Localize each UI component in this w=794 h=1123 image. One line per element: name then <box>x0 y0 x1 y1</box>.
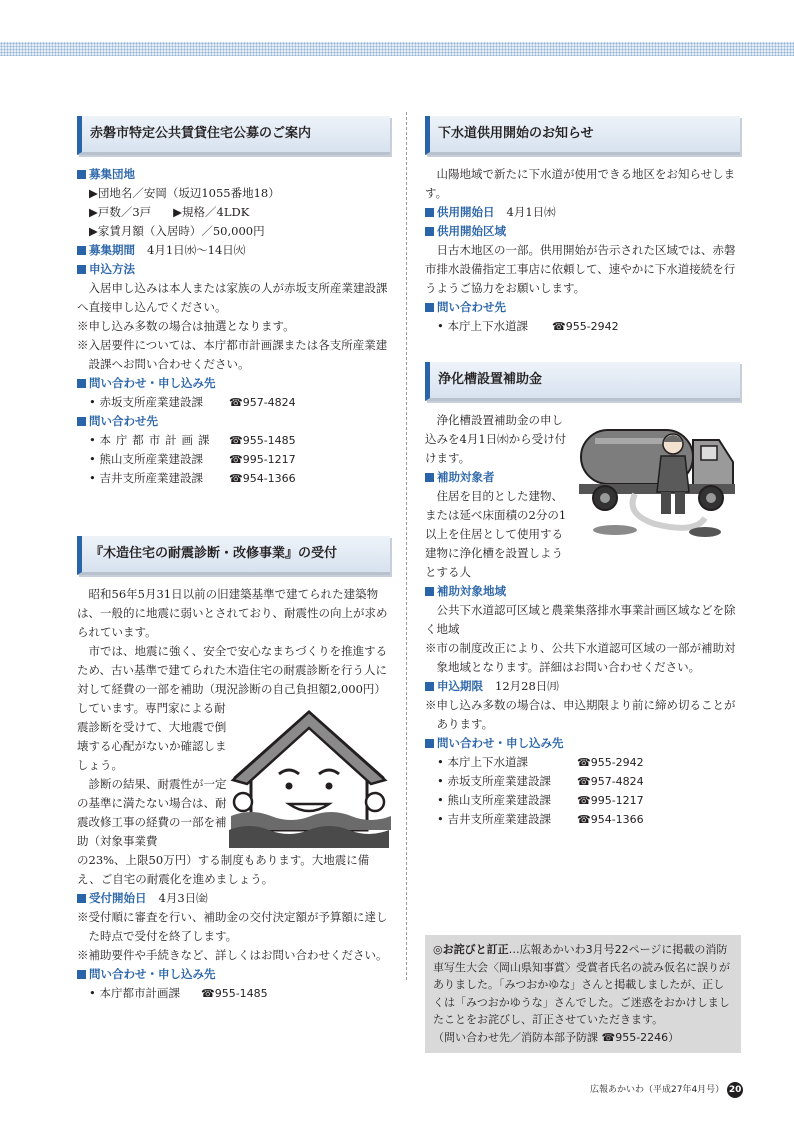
contact-row: • 吉井支所産業建設課 ☎954-1366 <box>425 810 740 829</box>
start-label: 受付開始日 4月3日㈮ <box>77 889 390 908</box>
paragraph: 山陽地域で新たに下水道が使用できる地区をお知らせします。 <box>425 167 736 200</box>
section-seismic <box>77 536 390 1003</box>
right-column <box>425 116 740 829</box>
paragraph: 住居を目的とした建物、または延べ床面積の2分の1以上を住居として使用する建物に浄化槽を設置しようとする人 <box>425 489 567 579</box>
section-title: 下水道供用開始のお知らせ <box>425 116 740 155</box>
paragraph: 浄化槽設置補助金の申し込みを4月1日㈬から受け付けます。 <box>425 413 567 465</box>
note-order: ※受付順に審査を行い、補助金の交付決定額が予算額に達した時点で受付を終了します。 <box>77 910 388 943</box>
correction-contact: （問い合わせ先／消防本部予防課 ☎955-2246） <box>433 1030 680 1044</box>
contact-row: • 熊山支所産業建設課 ☎995-1217 <box>77 450 390 469</box>
contact-row: • 本庁上下水道課 ☎955-2942 <box>425 753 740 772</box>
section-title: 『木造住宅の耐震診断・改修事業』の受付 <box>77 536 390 575</box>
deadline-label: 申込期限 12月28日㈪ <box>425 677 740 696</box>
inquiry-label: 問い合わせ先 <box>77 412 390 431</box>
header-band <box>0 42 794 56</box>
contact-row: • 熊山支所産業建設課 ☎995-1217 <box>425 791 740 810</box>
column-divider <box>406 112 407 980</box>
area-label: 供用開始区域 <box>425 222 740 241</box>
note-details: ※補助要件や手続きなど、詳しくはお問い合わせください。 <box>77 948 388 962</box>
item-count-spec: ▶戸数／3戸 ▶規格／4LDK <box>89 205 250 219</box>
apply-label: 問い合わせ・申し込み先 <box>77 374 390 393</box>
item-rent: ▶家賃月額（入居時）／50,000円 <box>89 224 265 238</box>
period-label: 募集期間 4月1日㈬〜14日㈫ <box>77 241 390 260</box>
contact-row: • 赤坂支所産業建設課 ☎957-4824 <box>77 393 390 412</box>
section-title: 浄化槽設置補助金 <box>425 362 740 401</box>
contact-row: • 吉井支所産業建設課 ☎954-1366 <box>77 469 390 488</box>
correction-lead: ◎お詫びと訂正 <box>433 943 509 956</box>
note-lottery: ※申し込み多数の場合は抽選となります。 <box>77 319 295 333</box>
date-label: 供用開始日 4月1日㈬ <box>425 203 740 222</box>
contact-row: • 本庁上下水道課 ☎955-2942 <box>425 317 740 336</box>
section-septic <box>425 362 740 829</box>
inquiry-label: 問い合わせ先 <box>425 298 740 317</box>
paragraph: 診断の結果、耐震性が一定の基準に満たない場合は、耐震改修工事の経費の一部を補助（対象事業費 <box>77 777 227 848</box>
page-footer <box>590 1082 740 1098</box>
publication-name: 広報あかいわ（平成27年4月号） <box>590 1085 725 1095</box>
contact-label: 問い合わせ・申し込み先 <box>425 734 740 753</box>
septic-truck-illustration <box>575 408 743 543</box>
left-column <box>77 116 390 1003</box>
region-label: 補助対象地域 <box>425 582 740 601</box>
paragraph: の23%、上限50万円）する制度もあります。大地震に備え、ご自宅の耐震化を進めましょう。 <box>77 853 370 886</box>
section-title: 赤磐市特定公共賃貸住宅公募のご案内 <box>77 116 390 155</box>
note-revision: ※市の制度改正により、公共下水道認可区域の一部が補助対象地域となります。詳細はお問い合わせください。 <box>425 641 736 674</box>
paragraph: 昭和56年5月31日以前の旧建築基準で建てられた建築物は、一般的に地震に弱いとされており、耐震性の向上が求められています。 <box>77 587 388 639</box>
correction-notice <box>425 935 741 1053</box>
page-number: 20 <box>727 1082 743 1098</box>
target-label: 補助対象者 <box>425 468 740 487</box>
contact-label: 問い合わせ・申し込み先 <box>77 965 390 984</box>
recruit-label: 募集団地 <box>77 165 390 184</box>
correction-text: …広報あかいわ3月号22ページに掲載の消防車写生大会〈岡山県知事賞〉受賞者氏名の読み仮名に誤りがありました。「みつおかゆな」さんと掲載しましたが、正しくは「みつおかゆうな」さんでした。ご迷惑をおかけしましたことをお詫びし、訂正させていただきます。 <box>433 943 730 1026</box>
method-label: 申込方法 <box>77 260 390 279</box>
paragraph: 市では、地震に強く、安全で安心なまちづくりを推進するため、古い基準で建てられた木造住宅の耐震診断を行う人に対して経費の一部を補助（現況診断の自己負担額2,000円） <box>77 644 388 696</box>
note-early-close: ※申し込み多数の場合は、申込期限より前に締め切ることがあります。 <box>425 698 736 731</box>
contact-row: • 赤坂支所産業建設課 ☎957-4824 <box>425 772 740 791</box>
paragraph: 公共下水道認可区域と農業集落排水事業計画区域などを除く地域 <box>425 603 736 636</box>
contact-row: • 本庁都市計画課 ☎955-1485 <box>77 984 390 1003</box>
contact-row: • 本庁都市計画課 ☎955-1485 <box>77 431 390 450</box>
paragraph: しています。専門家による耐震診断を受けて、大地震で倒壊する心配がないか確認しましょう。 <box>77 701 227 772</box>
section-housing <box>77 116 390 488</box>
paragraph: 日古木地区の一部。供用開始が告示された区域では、赤磐市排水設備指定工事店に依頼して、速やかに下水道接続を行うようご協力をお願いします。 <box>425 243 736 295</box>
item-danchi: ▶団地名／安岡（坂辺1055番地18） <box>89 186 280 200</box>
house-character-illustration <box>227 704 392 854</box>
section-sewer <box>425 116 740 336</box>
note-requirements: ※入居要件については、本庁都市計画課または各支所産業建設課へお問い合わせください。 <box>77 338 388 371</box>
method-text: 入居申し込みは本人または家族の人が赤坂支所産業建設課へ直接申し込んでください。 <box>77 281 388 314</box>
